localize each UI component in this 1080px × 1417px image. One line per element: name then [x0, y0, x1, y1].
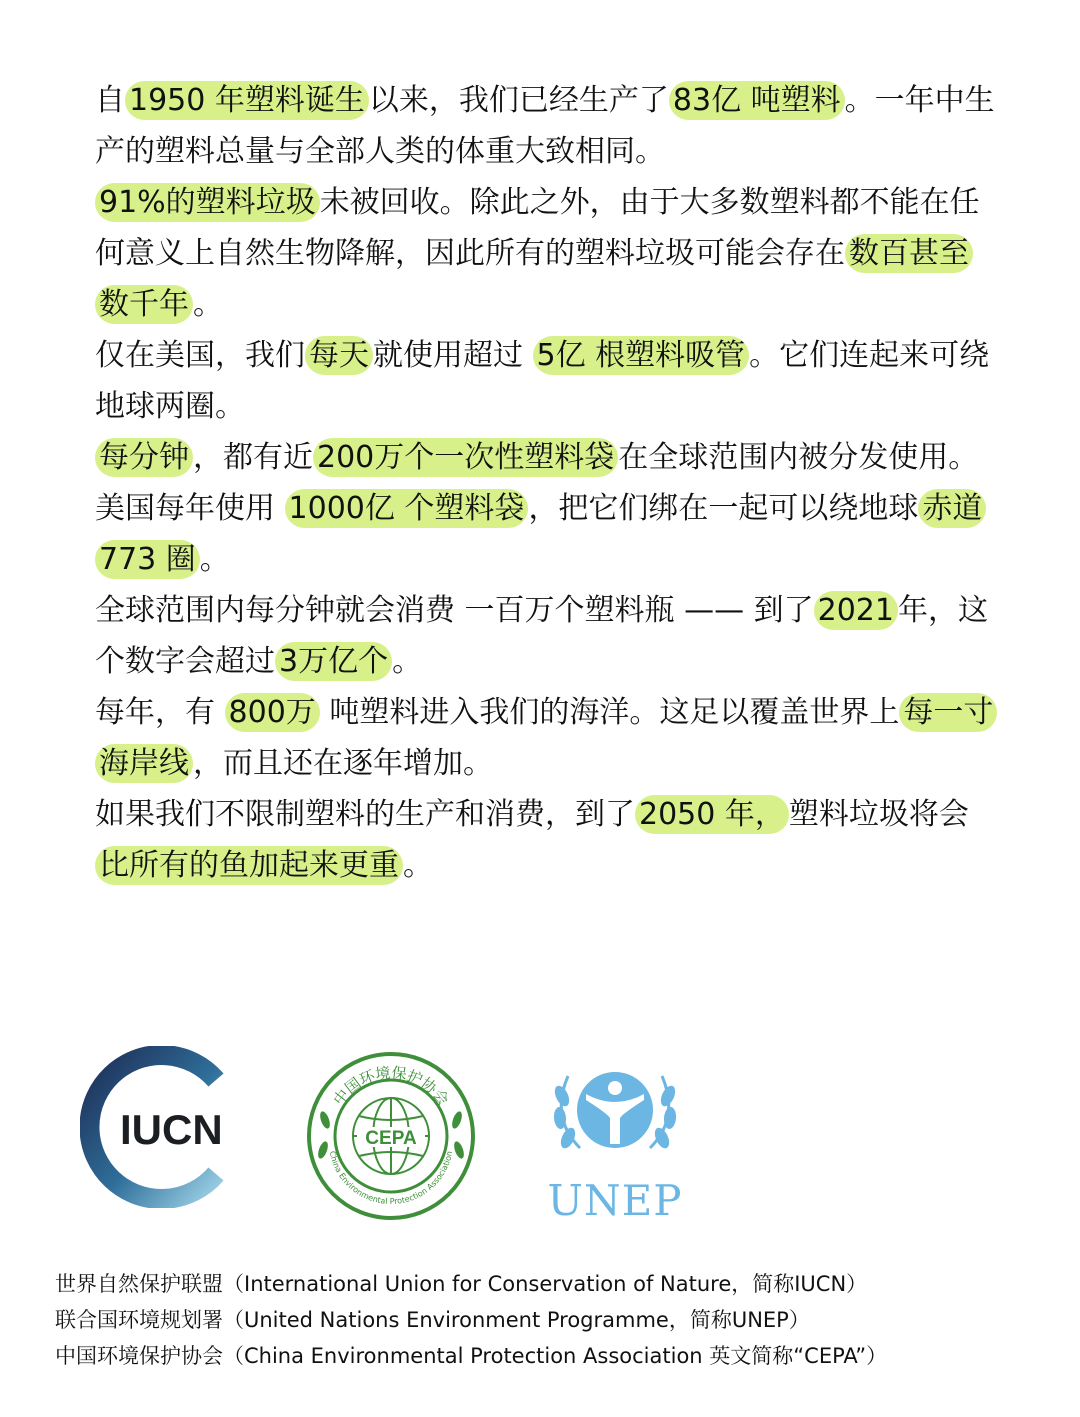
fact-text: 。一年中生产的塑料总量与全部人类的体重大致相同。 [95, 83, 995, 169]
fact-highlight: 数百甚至数千年 [95, 234, 973, 324]
fact-highlight: 200万个一次性塑料袋 [313, 438, 618, 477]
fact-highlight: 每分钟 [95, 438, 193, 477]
partner-logos [0, 1040, 1080, 1230]
fact-highlight: 91%的塑料垃圾 [95, 183, 320, 222]
fact-highlight: 2021 [814, 591, 898, 630]
fact-text: 就使用超过 [373, 338, 533, 373]
fact-text: 塑料垃圾将会 [788, 797, 969, 832]
org-cepa: 中国环境保护协会（China Environmental Protection Association 英文简称“CEPA”） [55, 1344, 888, 1368]
fact-text: ，而且还在逐年增加。 [193, 746, 493, 781]
cepa-ring-text: 中国环境保护协会 [329, 1063, 453, 1109]
fact-text: 仅在美国，我们 [95, 338, 305, 373]
fact-paragraph [95, 432, 995, 483]
fact-paragraph [95, 483, 995, 585]
fact-text: 。 [199, 542, 230, 577]
iucn-logo-text: IUCN [120, 1106, 223, 1153]
fact-highlight: 800万 [225, 693, 320, 732]
organization-list [55, 1266, 1055, 1374]
cepa-center-text: CEPA [365, 1128, 417, 1149]
fact-text: 以来，我们已经生产了 [368, 83, 669, 118]
unep-logo [540, 1048, 690, 1225]
cepa-english-text: China Environmental Protection Association [327, 1150, 455, 1207]
fact-highlight: 2050 年， [635, 795, 789, 834]
fact-text: 。 [392, 644, 423, 679]
fact-text: 吨塑料进入我们的海洋。这足以覆盖世界上 [319, 695, 900, 730]
fact-text: 未被回收。除此之外，由于大多数塑料都不能在任何意义上自然生物降解，因此所有的塑料垃圾可能会存在 [95, 185, 980, 271]
fact-text: 。 [403, 848, 433, 883]
fact-text: 在全球范围内被分发使用。 [618, 440, 979, 475]
fact-text: 。它们连起来可绕地球两圈。 [95, 338, 990, 424]
fact-highlight: 83亿 吨塑料 [669, 81, 845, 120]
fact-highlight: 1000亿 个塑料袋 [285, 489, 529, 528]
fact-text: 如果我们不限制塑料的生产和消费，到了 [95, 797, 635, 832]
org-iucn: 世界自然保护联盟（International Union for Conservation of Nature，简称IUCN） [55, 1272, 868, 1296]
fact-paragraph [95, 585, 995, 687]
iucn-logo [80, 1046, 242, 1208]
cepa-logo [305, 1050, 477, 1222]
fact-highlight: 3万亿个 [275, 642, 392, 681]
fact-text: 美国每年使用 [95, 491, 285, 526]
fact-highlight: 每天 [305, 336, 373, 375]
unep-logo-text: UNEP [547, 1176, 683, 1225]
fact-text: 每年，有 [95, 695, 225, 730]
fact-text: 年，这个数字会超过 [95, 593, 988, 679]
fact-text: ，把它们绑在一起可以绕地球 [528, 491, 919, 526]
fact-highlight: 赤道 773 圈 [95, 489, 986, 579]
fact-highlight: 每一寸海岸线 [95, 693, 997, 783]
fact-paragraph [95, 330, 995, 432]
fact-paragraph [95, 75, 995, 177]
fact-highlight: 1950 年塑料诞生 [125, 81, 369, 120]
fact-text: 。 [193, 287, 223, 322]
org-unep: 联合国环境规划署（United Nations Environment Programme，简称UNEP） [55, 1308, 810, 1332]
fact-text: 全球范围内每分钟就会消费 一百万个塑料瓶 —— 到了 [95, 593, 814, 628]
plastic-facts [95, 75, 995, 891]
fact-text: 自 [95, 83, 125, 118]
fact-paragraph [95, 177, 995, 330]
fact-highlight: 5亿 根塑料吸管 [533, 336, 750, 375]
fact-paragraph [95, 687, 995, 789]
fact-highlight: 比所有的鱼加起来更重 [95, 846, 403, 885]
fact-paragraph [95, 789, 995, 891]
fact-text: ，都有近 [193, 440, 313, 475]
